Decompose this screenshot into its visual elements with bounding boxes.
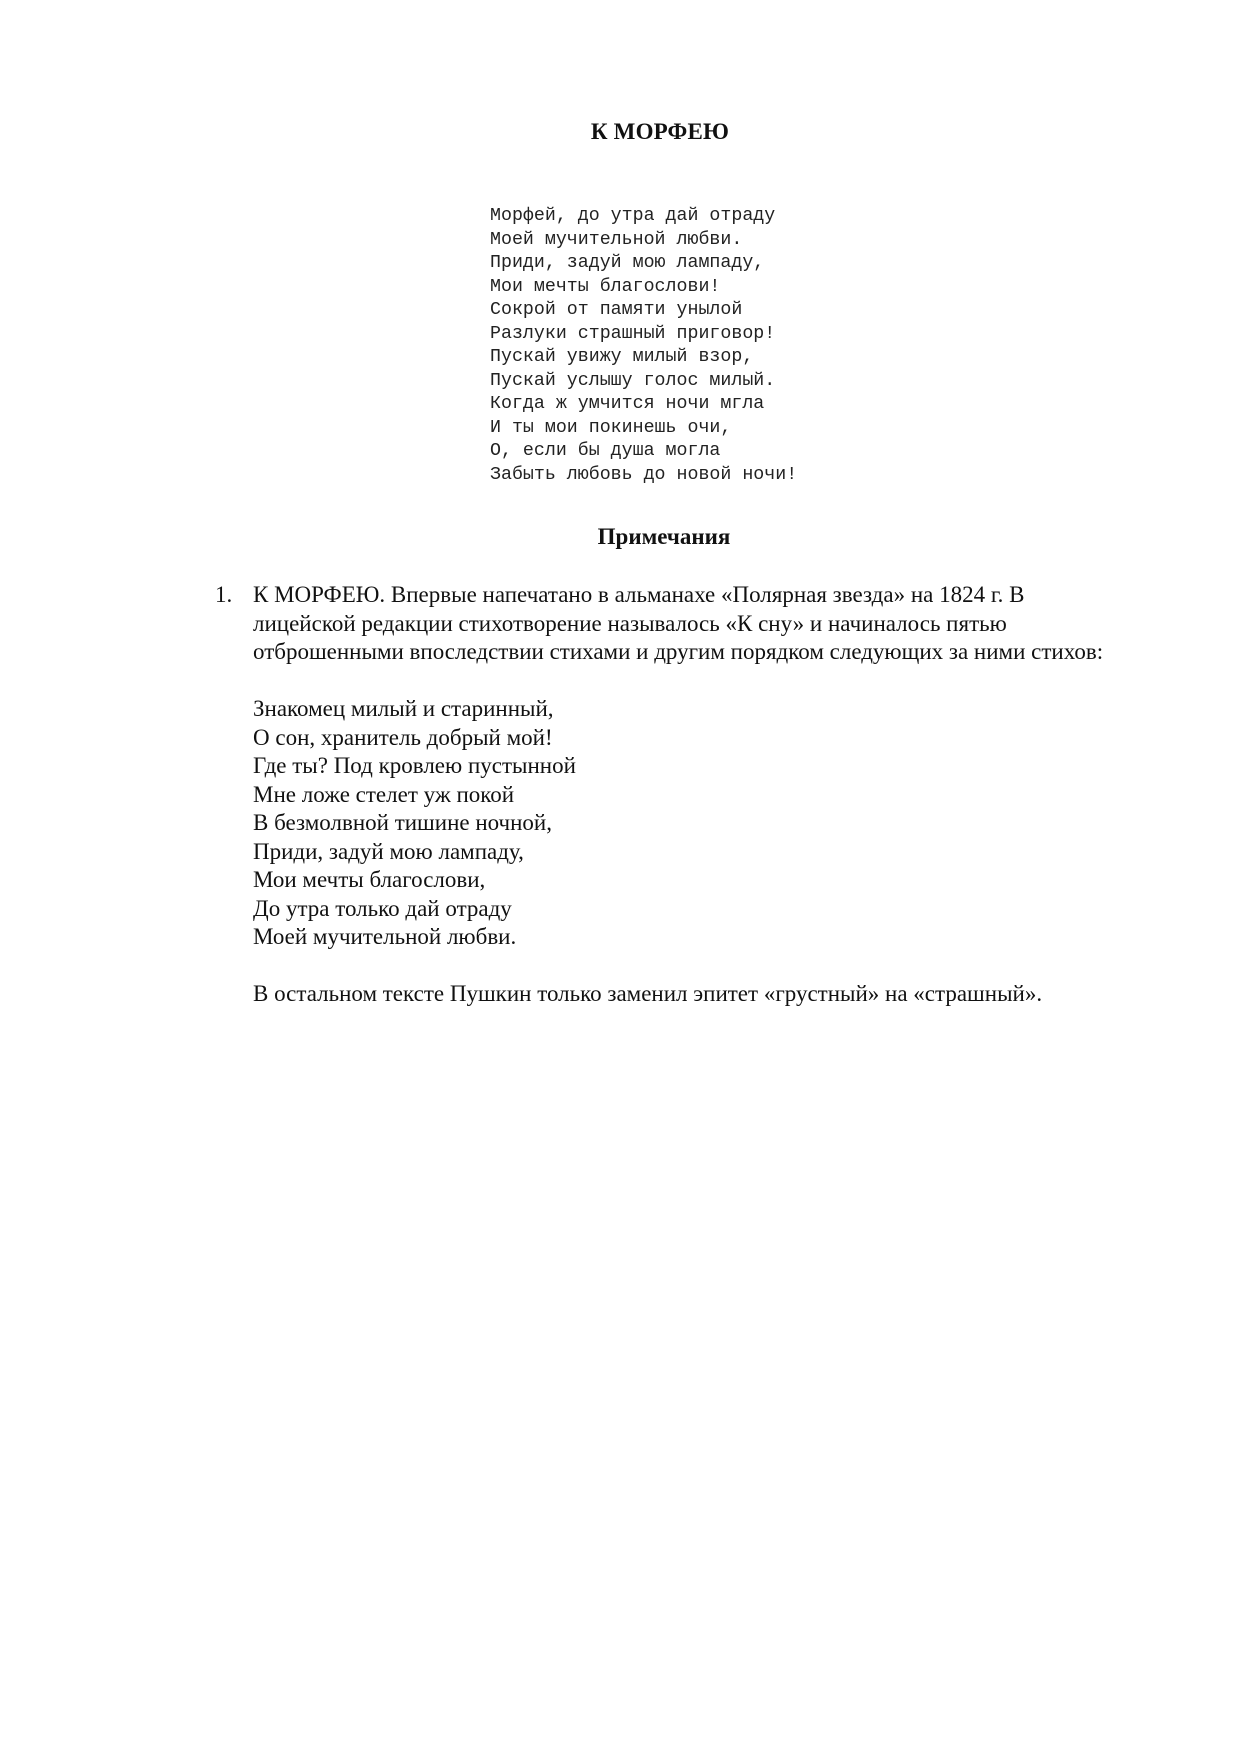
poem-line: Когда ж умчится ночи мгла [490,394,765,414]
poem-line: Приди, задуй мою лампаду, [490,253,765,273]
note-closing: В остальном тексте Пушкин только заменил эпитет «грустный» на «страшный». [253,981,1043,1006]
verse-line: Мои мечты благослови, [253,867,486,892]
poem-line: О, если бы душа могла [490,441,721,461]
note-number: 1. [215,582,233,607]
poem-line: Мои мечты благослови! [490,276,721,297]
poem-line: Разлуки страшный приговор! [490,323,776,344]
poem-line: Пускай услышу голос милый. [490,370,776,391]
poem-line: Морфей, до утра дай отраду [490,206,776,226]
verse-line: До утра только дай отраду [253,895,512,921]
note-paragraph: К МОРФЕЮ. Впервые напечатано в альманахе «Полярная звезда» на 1824 г. В лицейской редакции стихотворение называлось «К сну» и начиналось пятью отброшенными впоследствии стихами и другим порядком следующих за ними стихов: [253,582,1104,664]
verse-line: О сон, хранитель добрый мой! [253,724,553,750]
poem-line: Пускай увижу милый взор, [490,347,754,367]
poem-text [490,205,797,487]
poem-line: И ты мои покинешь очи, [490,417,732,438]
verse-line: В безмолвной тишине ночной, [253,810,552,835]
verse-line: Приди, задуй мою лампаду, [253,838,524,864]
note-verse [253,695,1113,952]
page-title: К МОРФЕЮ [590,119,730,144]
verse-line: Где ты? Под кровлею пустынной [253,753,576,778]
verse-line: Знакомец милый и старинный, [253,696,554,721]
verse-line: Моей мучительной любви. [253,924,517,949]
notes-heading: Примечания [597,524,731,549]
note-body [253,581,1113,1009]
poem-line: Моей мучительной любви. [490,229,743,250]
poem-line: Забыть любовь до новой ночи! [490,464,798,485]
verse-line: Мне ложе стелет уж покой [253,781,515,807]
poem-line: Сокрой от памяти унылой [490,300,743,320]
